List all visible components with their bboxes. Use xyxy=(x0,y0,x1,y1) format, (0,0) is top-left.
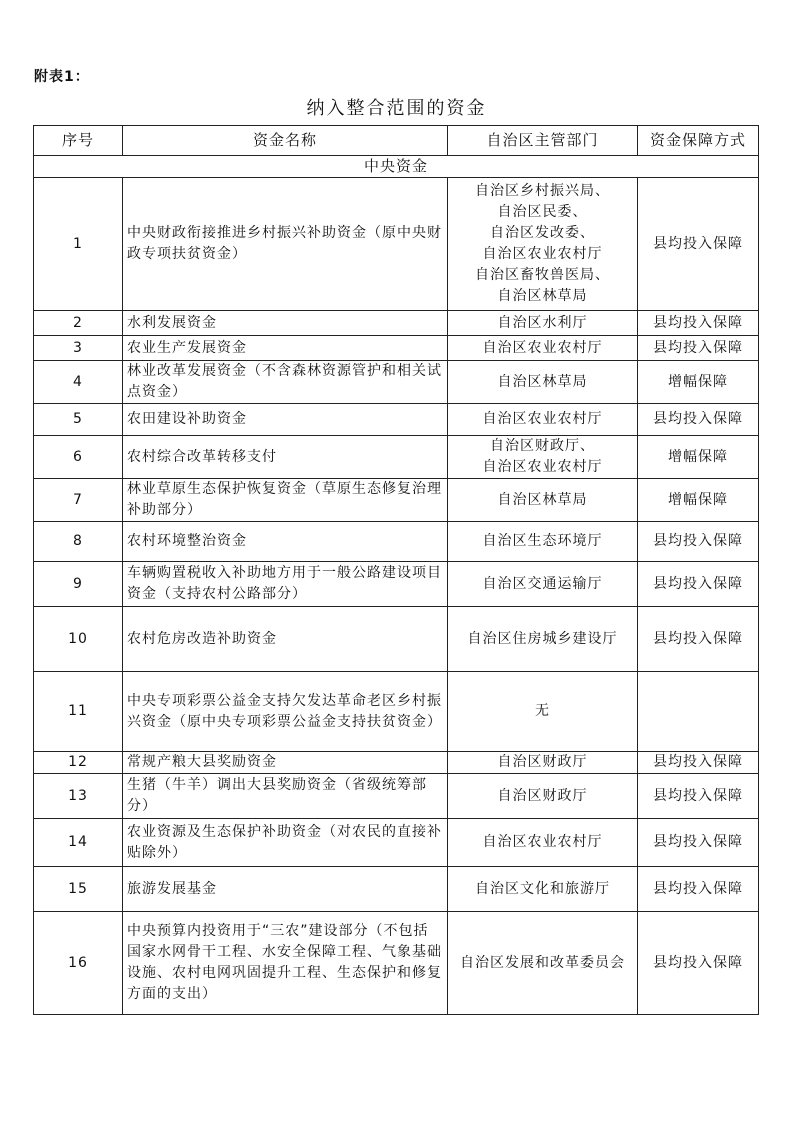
table-row xyxy=(34,607,759,672)
row-number: 1 xyxy=(34,178,123,311)
fund-name: 中央预算内投资用于“三农”建设部分（不包括国家水网骨干工程、水安全保障工程、气象基础设施、农村电网巩固提升工程、生态保护和修复方面的支出） xyxy=(123,912,448,1015)
document-title: 纳入整合范围的资金 xyxy=(306,98,487,119)
fund-name: 农业生产发展资金 xyxy=(123,336,448,361)
department-line: 自治区文化和旅游厅 xyxy=(475,880,610,897)
row-number: 8 xyxy=(34,522,123,562)
department xyxy=(448,752,638,774)
table-row xyxy=(34,436,759,479)
department xyxy=(448,607,638,672)
table-header-row xyxy=(34,126,759,156)
department-line: 自治区林草局 xyxy=(497,373,588,390)
department xyxy=(448,404,638,436)
guarantee-method: 县均投入保障 xyxy=(638,522,759,562)
guarantee-method: 县均投入保障 xyxy=(638,867,759,912)
table-row xyxy=(34,522,759,562)
guarantee-method: 县均投入保障 xyxy=(638,311,759,336)
fund-name: 中央专项彩票公益金支持欠发达革命老区乡村振兴资金（原中央专项彩票公益金支持扶贫资金） xyxy=(123,672,448,752)
department-line: 自治区住房城乡建设厅 xyxy=(467,630,618,647)
department-line: 自治区生态环境厅 xyxy=(482,533,603,549)
row-number: 14 xyxy=(34,819,123,867)
fund-name: 常规产粮大县奖励资金 xyxy=(123,752,448,774)
fund-name: 农村危房改造补助资金 xyxy=(123,607,448,672)
row-number: 4 xyxy=(34,361,123,404)
department-line: 自治区财政厅 xyxy=(497,754,588,770)
table-row xyxy=(34,178,759,311)
fund-name: 车辆购置税收入补助地方用于一般公路建设项目资金（支持农村公路部分） xyxy=(123,562,448,607)
department-line: 自治区民委、 xyxy=(497,204,588,220)
department-line: 自治区水利厅 xyxy=(497,314,588,331)
department xyxy=(448,867,638,912)
guarantee-method: 县均投入保障 xyxy=(638,819,759,867)
guarantee-method: 县均投入保障 xyxy=(638,752,759,774)
guarantee-method xyxy=(638,672,759,752)
fund-name: 林业草原生态保护恢复资金（草原生态修复治理补助部分） xyxy=(123,479,448,522)
department-line: 自治区林草局 xyxy=(497,491,588,508)
row-number: 11 xyxy=(34,672,123,752)
department xyxy=(448,522,638,562)
table-row xyxy=(34,479,759,522)
department-line: 自治区财政厅、 xyxy=(490,438,595,454)
guarantee-method: 增幅保障 xyxy=(638,479,759,522)
table-row xyxy=(34,336,759,361)
header-guarantee: 资金保障方式 xyxy=(638,126,759,156)
guarantee-method: 县均投入保障 xyxy=(638,178,759,311)
row-number: 9 xyxy=(34,562,123,607)
row-number: 6 xyxy=(34,436,123,479)
department xyxy=(448,311,638,336)
header-fund-name: 资金名称 xyxy=(123,126,448,156)
department xyxy=(448,479,638,522)
guarantee-method: 县均投入保障 xyxy=(638,774,759,819)
row-number: 12 xyxy=(34,752,123,774)
department-line: 自治区农业农村厅 xyxy=(482,339,603,356)
section-label: 中央资金 xyxy=(34,156,759,178)
guarantee-method: 增幅保障 xyxy=(638,361,759,404)
fund-name: 农业资源及生态保护补助资金（对农民的直接补贴除外） xyxy=(123,819,448,867)
department xyxy=(448,436,638,479)
table-row xyxy=(34,819,759,867)
table-row xyxy=(34,752,759,774)
department-line: 自治区农业农村厅 xyxy=(482,411,603,427)
fund-name: 林业改革发展资金（不含森林资源管护和相关试点资金） xyxy=(123,361,448,404)
department-line: 自治区林草局 xyxy=(497,288,588,304)
table-row xyxy=(34,562,759,607)
table-row xyxy=(34,867,759,912)
department-line: 自治区财政厅 xyxy=(497,787,588,804)
guarantee-method: 县均投入保障 xyxy=(638,607,759,672)
attachment-label: 附表1： xyxy=(34,69,90,85)
row-number: 16 xyxy=(34,912,123,1015)
fund-name: 中央财政衔接推进乡村振兴补助资金（原中央财政专项扶贫资金） xyxy=(123,178,448,311)
department xyxy=(448,336,638,361)
department xyxy=(448,774,638,819)
header-no: 序号 xyxy=(34,126,123,156)
fund-name: 农田建设补助资金 xyxy=(123,404,448,436)
table-row xyxy=(34,912,759,1015)
department-line: 自治区农业农村厅 xyxy=(482,459,603,475)
fund-name: 水利发展资金 xyxy=(123,311,448,336)
header-department: 自治区主管部门 xyxy=(448,126,638,156)
row-number: 10 xyxy=(34,607,123,672)
department-line: 自治区乡村振兴局、 xyxy=(475,183,610,199)
department-line: 自治区农业农村厅 xyxy=(482,246,603,262)
department-line: 自治区发改委、 xyxy=(490,225,595,241)
guarantee-method: 县均投入保障 xyxy=(638,404,759,436)
department-line: 自治区交通运输厅 xyxy=(482,575,603,592)
department xyxy=(448,819,638,867)
department xyxy=(448,672,638,752)
table-row xyxy=(34,311,759,336)
department xyxy=(448,562,638,607)
department-line: 自治区农业农村厅 xyxy=(482,834,603,850)
row-number: 3 xyxy=(34,336,123,361)
section-row xyxy=(34,156,759,178)
department-line: 自治区畜牧兽医局、 xyxy=(475,267,610,283)
guarantee-method: 县均投入保障 xyxy=(638,912,759,1015)
fund-name: 农村综合改革转移支付 xyxy=(123,436,448,479)
fund-name: 生猪（牛羊）调出大县奖励资金（省级统筹部分） xyxy=(123,774,448,819)
row-number: 7 xyxy=(34,479,123,522)
department xyxy=(448,361,638,404)
department-line: 无 xyxy=(535,703,550,719)
table-row xyxy=(34,774,759,819)
table-row xyxy=(34,404,759,436)
table-row xyxy=(34,361,759,404)
department xyxy=(448,912,638,1015)
funds-table xyxy=(33,125,759,1015)
fund-name: 旅游发展基金 xyxy=(123,867,448,912)
guarantee-method: 县均投入保障 xyxy=(638,336,759,361)
row-number: 13 xyxy=(34,774,123,819)
department-line: 自治区发展和改革委员会 xyxy=(460,954,625,971)
row-number: 2 xyxy=(34,311,123,336)
fund-name: 农村环境整治资金 xyxy=(123,522,448,562)
guarantee-method: 增幅保障 xyxy=(638,436,759,479)
row-number: 15 xyxy=(34,867,123,912)
row-number: 5 xyxy=(34,404,123,436)
guarantee-method: 县均投入保障 xyxy=(638,562,759,607)
department xyxy=(448,178,638,311)
table-row xyxy=(34,672,759,752)
